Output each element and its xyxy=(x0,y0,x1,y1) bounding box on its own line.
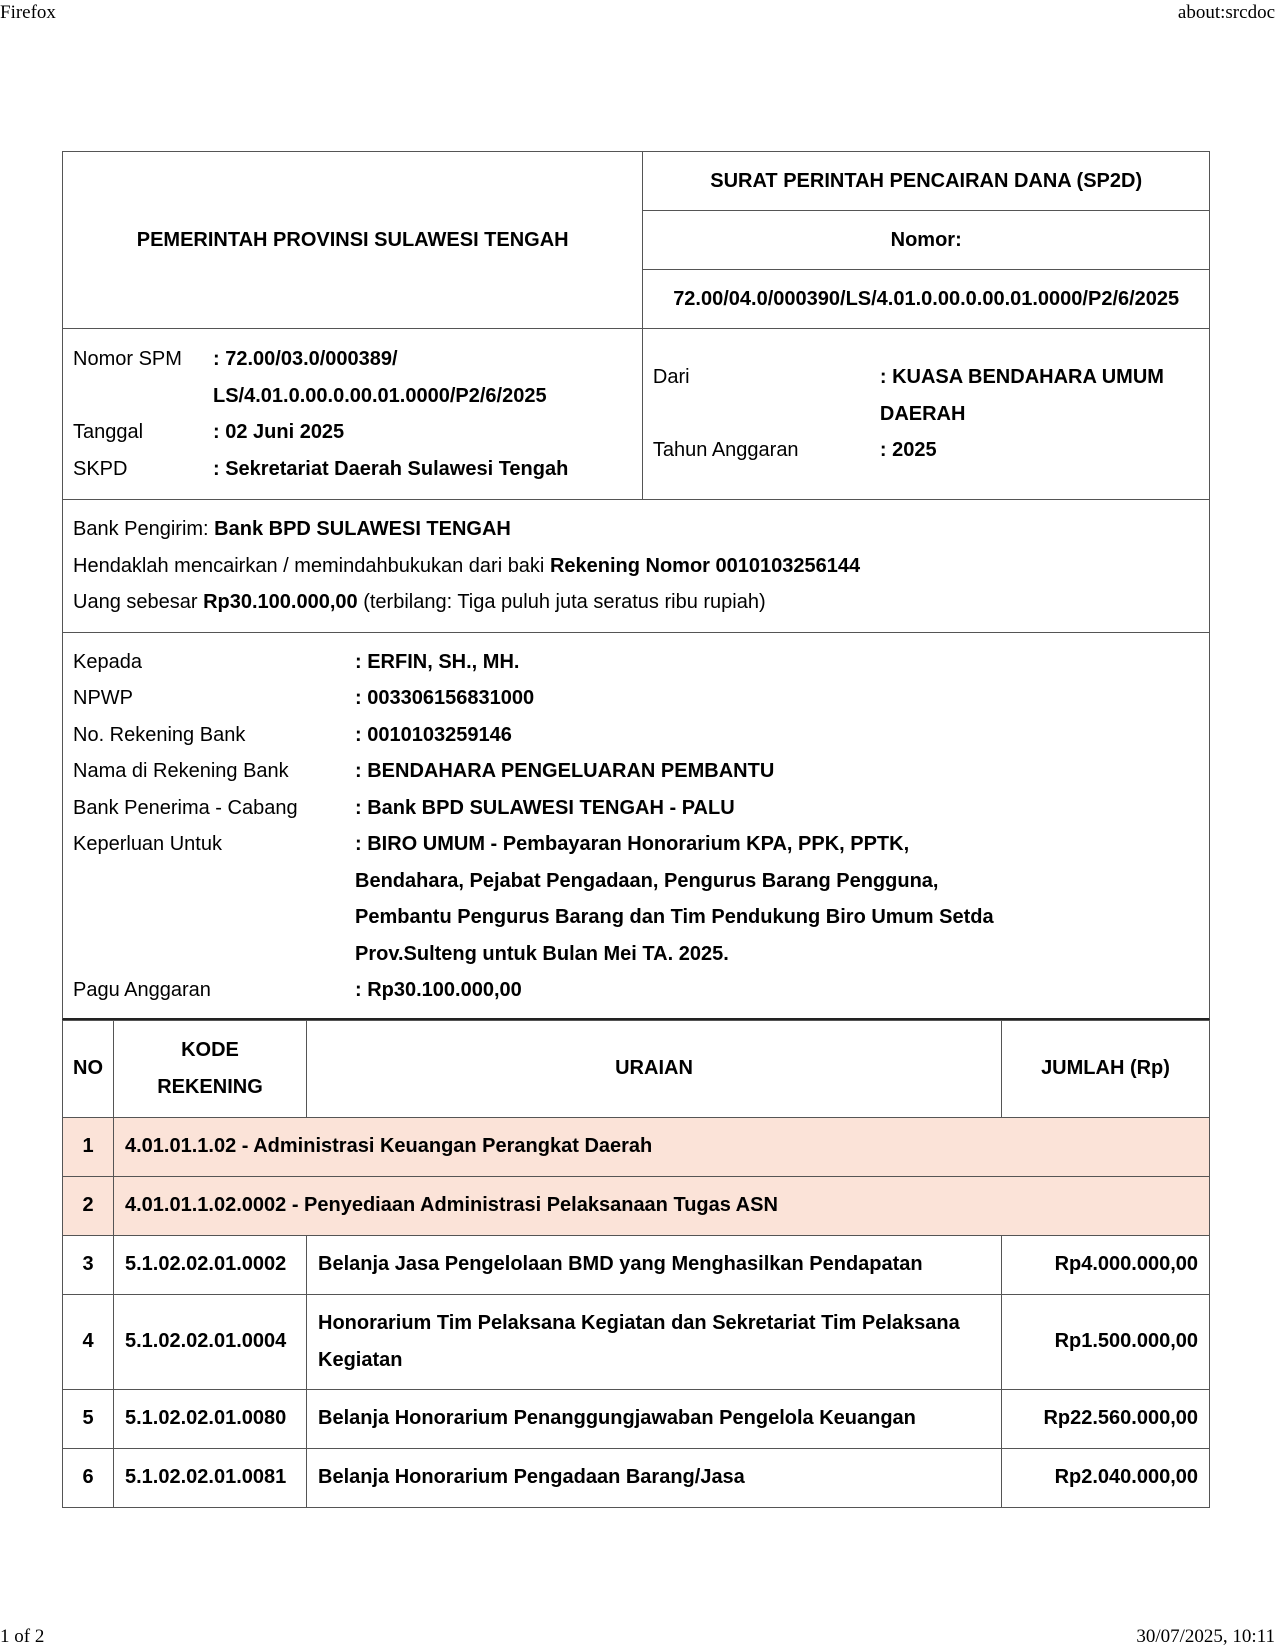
print-footer-datetime: 30/07/2025, 10:11 xyxy=(1136,1626,1275,1647)
row-no: 5 xyxy=(63,1389,114,1448)
col-header-no: NO xyxy=(63,1020,114,1117)
print-header-url: about:srcdoc xyxy=(1177,2,1275,23)
row-no: 6 xyxy=(63,1448,114,1507)
tanggal-value: : 02 Juni 2025 xyxy=(213,421,345,443)
rincian-table xyxy=(62,1020,1210,1508)
nomor-label: Nomor: xyxy=(643,211,1210,270)
col-header-uraian: URAIAN xyxy=(307,1020,1002,1117)
penerima-section xyxy=(62,633,1210,1020)
table-row xyxy=(63,1448,1210,1507)
rekening-sumber: Rekening Nomor 0010103256144 xyxy=(549,554,861,577)
nama-rekening-value: : BENDAHARA PENGELUARAN PEMBANTU xyxy=(355,760,775,782)
row-jumlah: Rp2.040.000,00 xyxy=(1002,1448,1210,1507)
nama-rekening-label: Nama di Rekening Bank xyxy=(73,760,289,782)
row-no: 4 xyxy=(63,1294,114,1389)
pagu-value: : Rp30.100.000,00 xyxy=(355,979,522,1001)
row-no: 1 xyxy=(63,1117,114,1176)
print-footer-page: 1 of 2 xyxy=(0,1626,45,1647)
table-row xyxy=(63,1176,1210,1235)
bank-penerima-label: Bank Penerima - Cabang xyxy=(73,796,298,819)
bank-pengirim-label: Bank Pengirim: xyxy=(73,518,215,540)
dari-value-cont: DAERAH xyxy=(879,402,966,425)
col-header-kode xyxy=(114,1020,307,1117)
dari-label: Dari xyxy=(652,366,690,389)
government-name: PEMERINTAH PROVINSI SULAWESI TENGAH xyxy=(63,152,643,329)
table-row xyxy=(63,1117,1210,1176)
tahun-value: : 2025 xyxy=(879,439,937,462)
col-header-jumlah: JUMLAH (Rp) xyxy=(1002,1020,1210,1117)
row-kode: 5.1.02.02.01.0004 xyxy=(114,1294,307,1389)
spm-value-cont: LS/4.01.0.00.0.00.01.0000/P2/6/2025 xyxy=(213,384,547,407)
col-header-kode-2: REKENING xyxy=(157,1075,263,1098)
spm-label: Nomor SPM xyxy=(73,348,182,370)
document-title: SURAT PERINTAH PENCAIRAN DANA (SP2D) xyxy=(643,152,1210,211)
row-jumlah: Rp22.560.000,00 xyxy=(1002,1389,1210,1448)
table-row xyxy=(63,1389,1210,1448)
row-kode: 5.1.02.02.01.0002 xyxy=(114,1235,307,1294)
info-right xyxy=(643,329,1209,499)
bank-pengirim-value: Bank BPD SULAWESI TENGAH xyxy=(214,518,511,540)
table-row xyxy=(63,1235,1210,1294)
row-jumlah: Rp1.500.000,00 xyxy=(1002,1294,1210,1389)
row-kode: 5.1.02.02.01.0081 xyxy=(114,1448,307,1507)
npwp-value: : 003306156831000 xyxy=(355,687,535,709)
skpd-value: : Sekretariat Daerah Sulawesi Tengah xyxy=(213,457,569,480)
row-uraian: Belanja Honorarium Pengadaan Barang/Jasa xyxy=(307,1448,1002,1507)
tahun-label: Tahun Anggaran xyxy=(652,439,799,462)
keperluan-label: Keperluan Untuk xyxy=(73,833,222,855)
dari-value: : KUASA BENDAHARA UMUM xyxy=(879,366,1164,389)
print-header-app: Firefox xyxy=(0,2,56,23)
row-kode: 5.1.02.02.01.0080 xyxy=(114,1389,307,1448)
info-section xyxy=(62,329,1210,500)
row-uraian: Honorarium Tim Pelaksana Kegiatan dan Sekretariat Tim Pelaksana Kegiatan xyxy=(307,1294,1002,1389)
uang-value: Rp30.100.000,00 xyxy=(203,591,358,613)
kepada-label: Kepada xyxy=(73,650,142,673)
row-no: 2 xyxy=(63,1176,114,1235)
col-header-kode-1: KODE xyxy=(181,1039,239,1061)
uang-label: Uang sebesar xyxy=(73,591,204,613)
row-group-text: 4.01.01.1.02.0002 - Penyediaan Administrasi Pelaksanaan Tugas ASN xyxy=(114,1176,1210,1235)
rekening-penerima-value: : 0010103259146 xyxy=(355,723,512,746)
document-header xyxy=(62,151,1210,329)
table-row xyxy=(63,1294,1210,1389)
nomor-value: 72.00/04.0/000390/LS/4.01.0.00.0.00.01.0000/P2/6/2025 xyxy=(643,270,1210,329)
keperluan-value: : BIRO UMUM - Pembayaran Honorarium KPA, PPK, PPTK, Bendahara, Pejabat Pengadaan, Pengurus Barang Pengguna, Pembantu Pengurus Barang dan Tim Pendukung Biro Umum Setda Prov.Sulteng untuk Bulan Mei TA. 2025. xyxy=(355,833,994,965)
instruksi-text: Hendaklah mencairkan / memindahbukukan dari baki xyxy=(73,554,550,577)
terbilang-text: (terbilang: Tiga puluh juta seratus ribu rupiah) xyxy=(357,591,766,613)
tanggal-label: Tanggal xyxy=(73,421,144,443)
info-left xyxy=(63,329,643,499)
skpd-label: SKPD xyxy=(73,457,128,480)
bank-penerima-value: : Bank BPD SULAWESI TENGAH - PALU xyxy=(355,796,735,819)
pagu-label: Pagu Anggaran xyxy=(73,979,211,1001)
row-jumlah: Rp4.000.000,00 xyxy=(1002,1235,1210,1294)
sp2d-document xyxy=(62,151,1210,1508)
npwp-label: NPWP xyxy=(73,687,133,709)
kepada-value: : ERFIN, SH., MH. xyxy=(355,650,520,673)
spm-value: : 72.00/03.0/000389/ xyxy=(213,348,398,370)
rekening-penerima-label: No. Rekening Bank xyxy=(73,723,246,746)
row-group-text: 4.01.01.1.02 - Administrasi Keuangan Perangkat Daerah xyxy=(114,1117,1210,1176)
row-no: 3 xyxy=(63,1235,114,1294)
bank-section xyxy=(62,500,1210,633)
row-uraian: Belanja Honorarium Penanggungjawaban Pengelola Keuangan xyxy=(307,1389,1002,1448)
row-uraian: Belanja Jasa Pengelolaan BMD yang Menghasilkan Pendapatan xyxy=(307,1235,1002,1294)
